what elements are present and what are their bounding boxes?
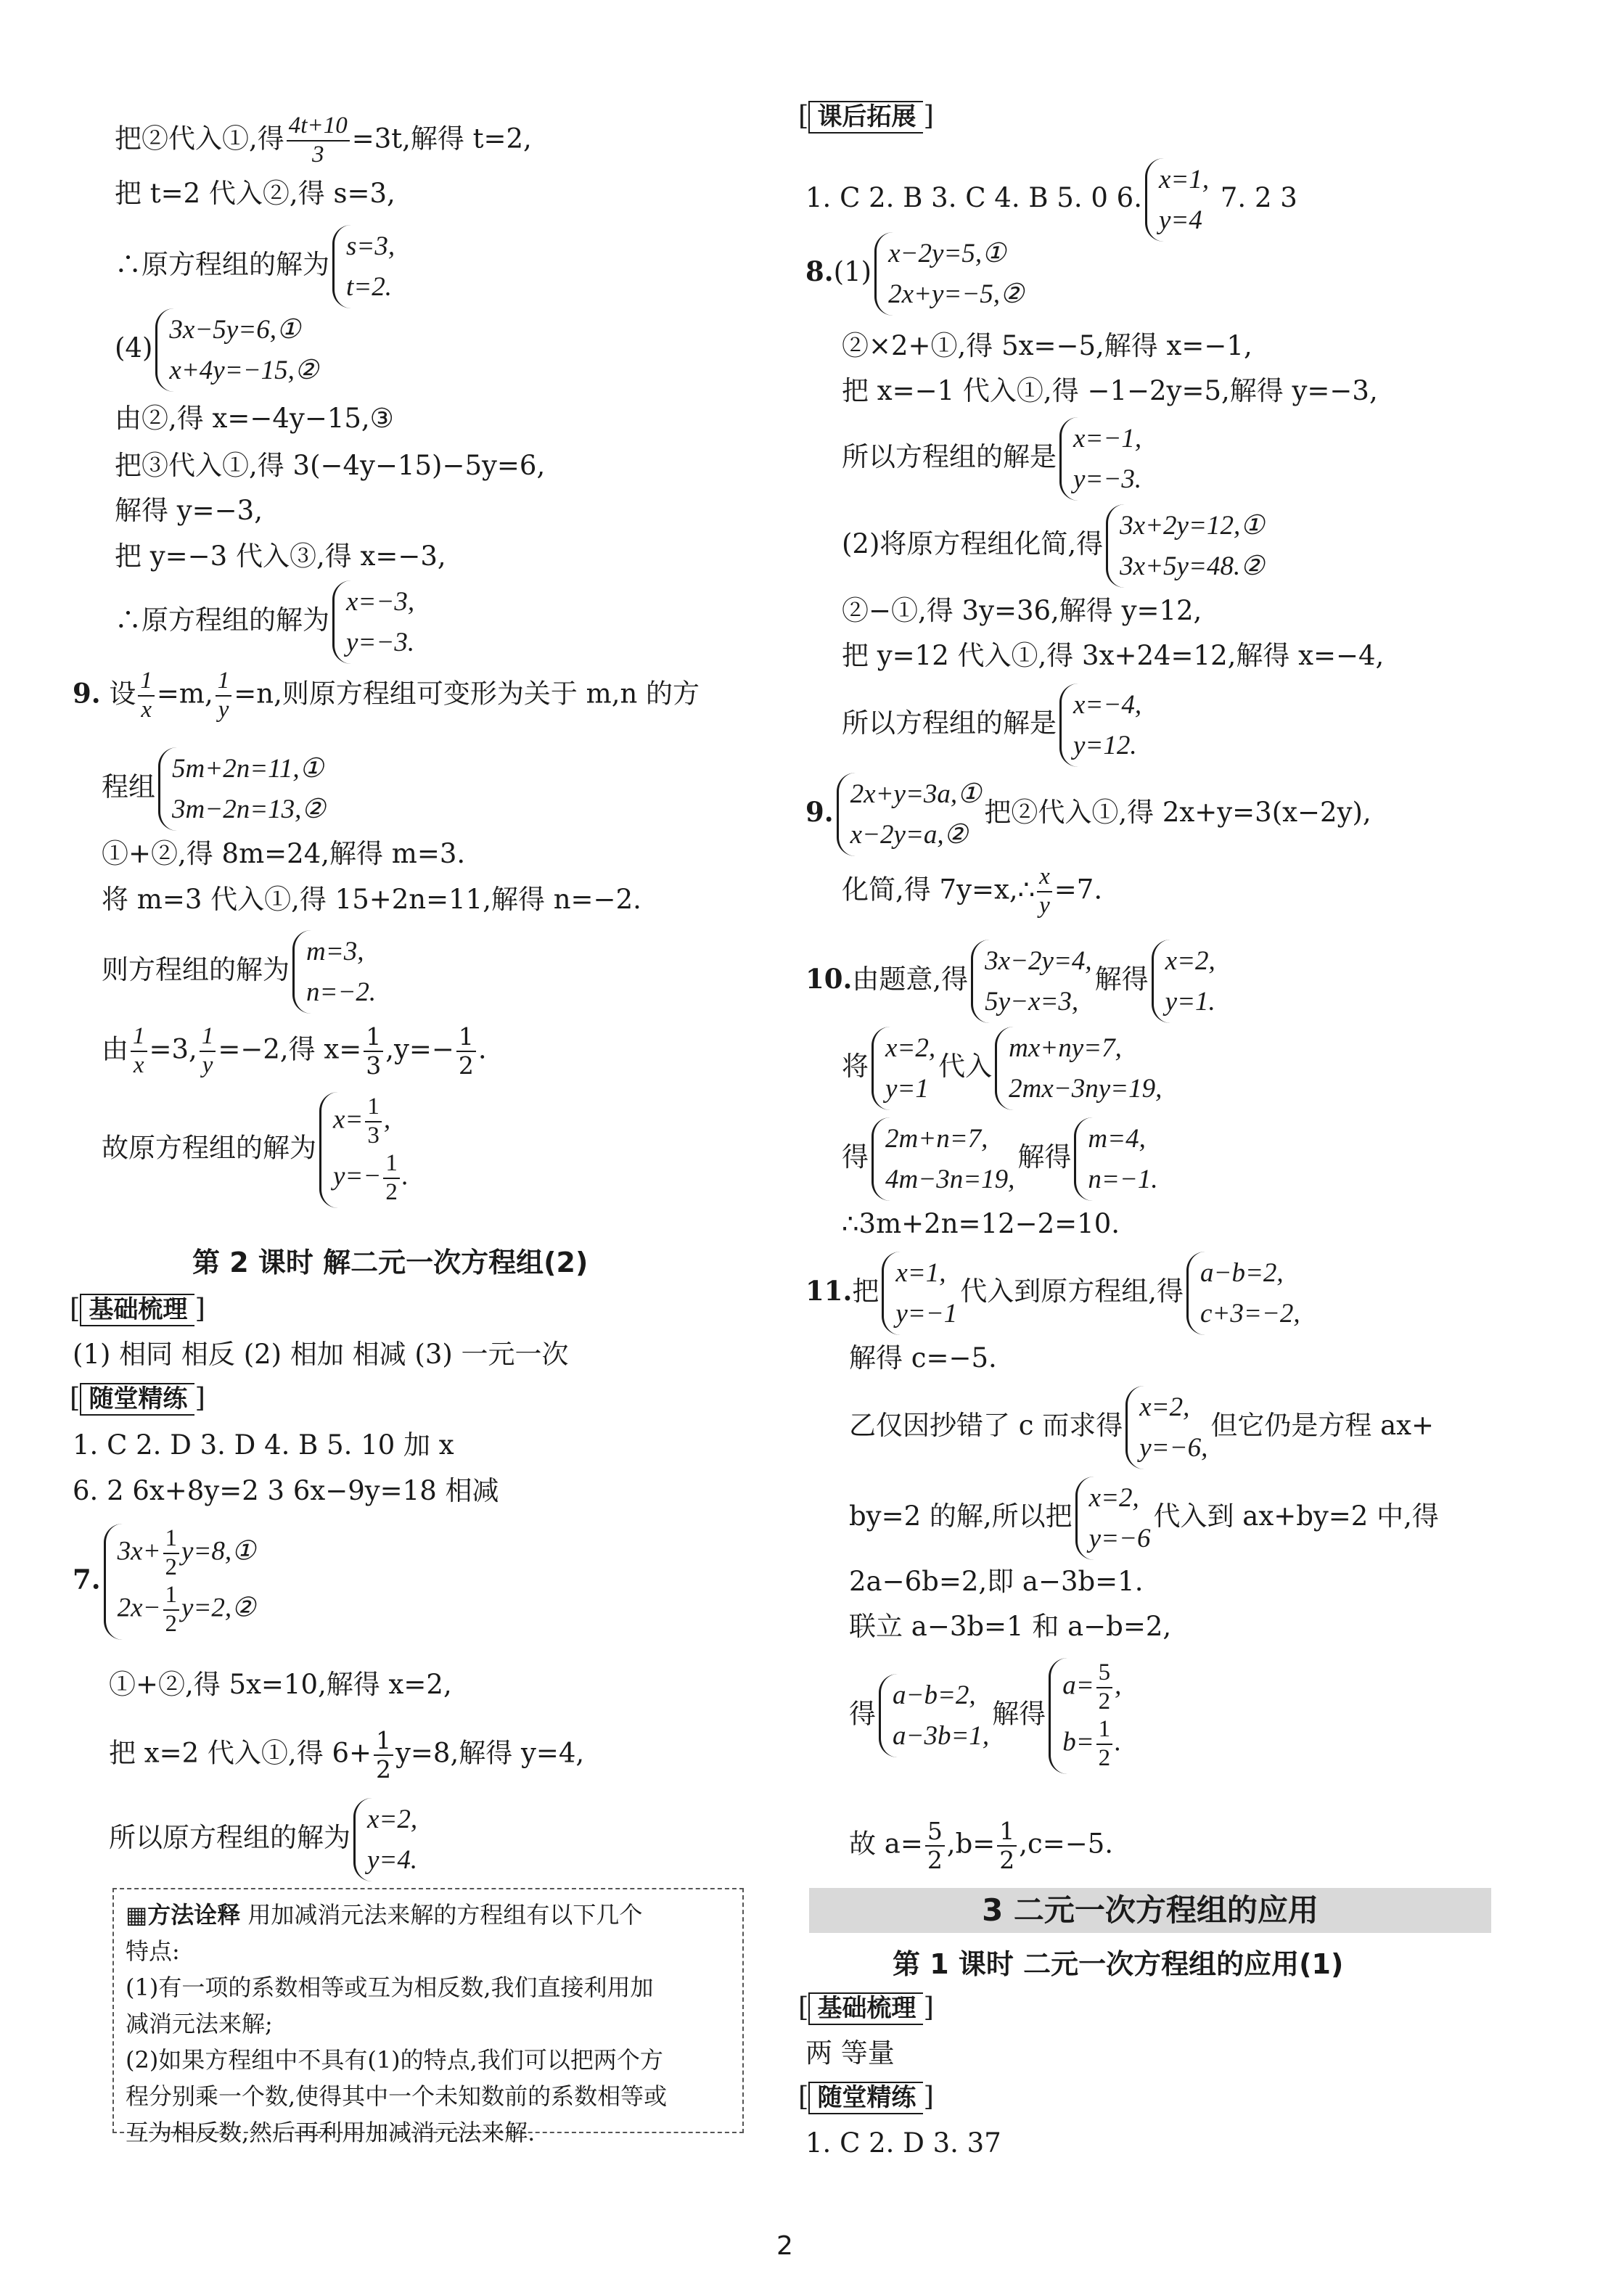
line: 所以原方程组的解为 x=2, y=4. bbox=[109, 1798, 420, 1881]
line: (1) 相同 相反 (2) 相加 相减 (3) 一元一次 bbox=[73, 1339, 569, 1370]
lesson-title: 第 2 课时 解二元一次方程组(2) bbox=[192, 1247, 589, 1278]
section-label: [ 随堂精练 ] bbox=[70, 1382, 205, 1416]
line: 由 $\frac{1}{x}$ =3, $\frac{1}{y}$ =−2,得 x= $\frac{1}{3}$ ,y=− $\frac{1}{2}$ . bbox=[102, 1022, 487, 1080]
line: 得 2m+n=7, 4m−3n=19, 解得 m=4, n=−1. bbox=[842, 1117, 1161, 1201]
line: 故 a= $\frac{5}{2}$ ,b= $\frac{1}{2}$ ,c=−5. bbox=[849, 1817, 1114, 1874]
line: 把②代入①,得 $\frac{4t+10}{3}$ =3t,解得 t=2, bbox=[115, 112, 532, 168]
line: ∴3m+2n=12−2=10. bbox=[842, 1208, 1120, 1239]
line: 化简,得 7y=x,∴ $\frac{x}{y}$ =7. bbox=[842, 863, 1103, 919]
line: ①+②,得 5x=10,解得 x=2, bbox=[109, 1669, 452, 1700]
line: 把 t=2 代入②,得 s=3, bbox=[115, 178, 395, 209]
line: 把 x=2 代入①,得 6+ $\frac{1}{2}$ y=8,解得 y=4, bbox=[109, 1726, 585, 1783]
line: 由②,得 x=−4y−15,③ bbox=[115, 403, 394, 434]
line: ∴原方程组的解为 x=−3, y=−3. bbox=[115, 580, 417, 664]
line: 得 a−b=2, a−3b=1, 解得 a= $\frac{5}{2}$ , b= $\frac{1}{2}$ . bbox=[849, 1658, 1124, 1774]
line: 将 m=3 代入①,得 15+2n=11,解得 n=−2. bbox=[102, 884, 641, 915]
line: 把 y=12 代入①,得 3x+24=12,解得 x=−4, bbox=[842, 640, 1385, 671]
line: 程组 5m+2n=11,① 3m−2n=13,② bbox=[102, 747, 329, 831]
answers: 1. C 2. D 3. D 4. B 5. 10 加 x bbox=[73, 1429, 454, 1461]
answers: 1. C 2. B 3. C 4. B 5. 0 6. x=1, y=4 7. 2 3 bbox=[805, 158, 1297, 242]
tip-line: 减消元法来解; bbox=[126, 2010, 273, 2037]
tip-line: 互为相反数,然后再利用加减消元法来解. bbox=[126, 2119, 536, 2146]
section-label: [ 基础梳理 ] bbox=[798, 1992, 934, 2025]
line: 解得 c=−5. bbox=[849, 1342, 997, 1374]
line: 2a−6b=2,即 a−3b=1. bbox=[849, 1566, 1144, 1597]
line: 乙仅因抄错了 c 而求得 x=2, y=−6, 但它仍是方程 ax+ bbox=[849, 1386, 1434, 1469]
tip-line: (1)有一项的系数相等或互为相反数,我们直接利用加 bbox=[126, 1974, 654, 2001]
answers: 6. 2 6x+8y=2 3 6x−9y=18 相减 bbox=[73, 1475, 499, 1506]
line: (2)将原方程组化简,得 3x+2y=12,① 3x+5y=48.② bbox=[842, 504, 1267, 588]
page-number: 2 bbox=[776, 2231, 793, 2261]
tip-line: ▦方法诠释 用加减消元法来解的方程组有以下几个 bbox=[126, 1901, 643, 1929]
question-10: 10.由题意,得 3x−2y=4, 5y−x=3, 解得 x=2, y=1. bbox=[805, 940, 1218, 1023]
line: 则方程组的解为 m=3, n=−2. bbox=[102, 930, 379, 1014]
line: 解得 y=−3, bbox=[115, 495, 263, 526]
question-11: 11.把 x=1, y=−1 代入到原方程组,得 a−b=2, c+3=−2, bbox=[805, 1252, 1303, 1335]
line: ②−①,得 3y=36,解得 y=12, bbox=[842, 595, 1202, 626]
line: 将 x=2, y=1 代入 mx+ny=7, 2mx−3ny=19, bbox=[842, 1027, 1165, 1110]
line: 所以方程组的解是 x=−1, y=−3. bbox=[842, 417, 1144, 501]
question-7: 7. 3x+ $\frac{1}{2}$ y=8,① 2x− $\frac{1}{2}$ y=2,② bbox=[73, 1524, 258, 1640]
section-label: [ 基础梳理 ] bbox=[70, 1293, 205, 1326]
line: by=2 的解,所以把 x=2, y=−6 代入到 ax+by=2 中,得 bbox=[849, 1477, 1439, 1560]
line: ①+②,得 8m=24,解得 m=3. bbox=[102, 838, 466, 869]
question-8: 8.(1) x−2y=5,① 2x+y=−5,② bbox=[805, 232, 1027, 316]
line: ②×2+①,得 5x=−5,解得 x=−1, bbox=[842, 330, 1252, 361]
lesson-title: 第 1 课时 二元一次方程组的应用(1) bbox=[893, 1948, 1344, 1980]
section-label: [ 随堂精练 ] bbox=[798, 2081, 934, 2114]
line: 把③代入①,得 3(−4y−15)−5y=6, bbox=[115, 450, 546, 481]
line: 两 等量 bbox=[805, 2037, 895, 2069]
line: 把 y=−3 代入③,得 x=−3, bbox=[115, 541, 446, 572]
line: 故原方程组的解为 x= $\frac{1}{3}$ , y=− $\frac{1}{2}$ . bbox=[102, 1092, 411, 1208]
section-label: [ 课后拓展 ] bbox=[798, 100, 934, 134]
line: (4) 3x−5y=6,① x+4y=−15,② bbox=[115, 308, 321, 392]
line: 联立 a−3b=1 和 a−b=2, bbox=[849, 1611, 1172, 1642]
tip-title: ▦方法诠释 bbox=[126, 1901, 241, 1929]
tip-line: 特点: bbox=[126, 1937, 180, 1965]
line: ∴原方程组的解为 s=3, t=2. bbox=[115, 225, 398, 308]
question-9: 9. 设 $\frac{1}{x}$ =m, $\frac{1}{y}$ =n,则原方程组可变形为关于 m,n 的方 bbox=[73, 668, 700, 723]
tip-line: 程分别乘一个数,使得其中一个未知数前的系数相等或 bbox=[126, 2082, 668, 2110]
line: 所以方程组的解是 x=−4, y=12. bbox=[842, 683, 1144, 767]
right-column bbox=[798, 0, 1495, 2295]
question-9: 9. 2x+y=3a,① x−2y=a,② 把②代入①,得 2x+y=3(x−2y), bbox=[805, 773, 1371, 856]
tip-line: (2)如果方程组中不具有(1)的特点,我们可以把两个方 bbox=[126, 2046, 663, 2074]
line: 把 x=−1 代入①,得 −1−2y=5,解得 y=−3, bbox=[842, 375, 1378, 406]
method-tip-box bbox=[112, 1888, 744, 2146]
answers: 1. C 2. D 3. 37 bbox=[805, 2127, 1001, 2159]
section-title-band: 3 二元一次方程组的应用 bbox=[809, 1888, 1491, 1933]
